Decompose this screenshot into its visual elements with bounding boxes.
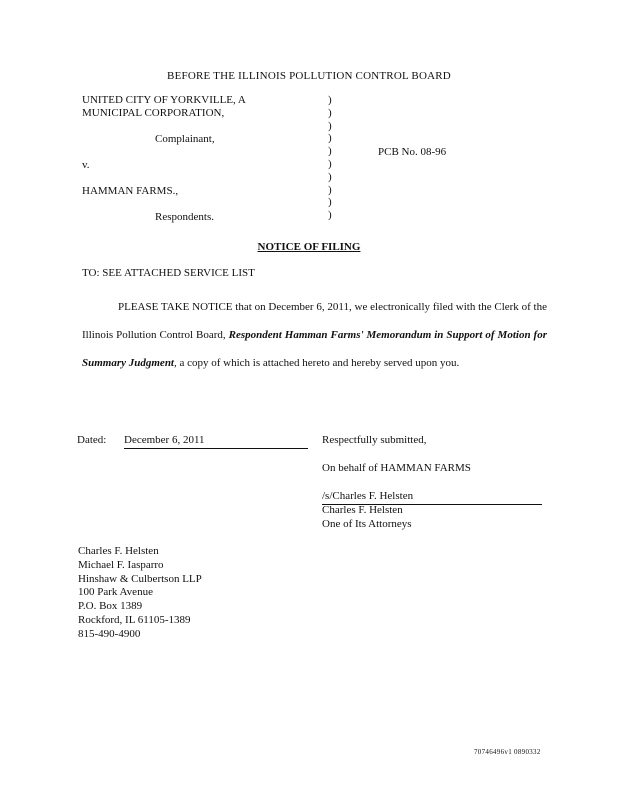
- address-line: Michael F. Iasparro: [78, 558, 164, 571]
- filed-document-name: Respondent Hamman Farms' Memorandum in Support of Motion for Summary Judgment: [82, 329, 547, 369]
- address-line: 100 Park Avenue: [78, 586, 153, 599]
- paren: ): [328, 106, 332, 119]
- paren: ): [328, 119, 332, 132]
- paren: ): [328, 145, 332, 158]
- signer-role: One of Its Attorneys: [322, 518, 412, 530]
- paren: ): [328, 170, 332, 183]
- body-text-part1: PLEASE TAKE NOTICE that on December 6, 2011, we electronically filed with the Clerk of the Illinois Pollution Control Board,: [82, 301, 547, 341]
- complainant-label: Complainant,: [155, 133, 215, 145]
- paren: ): [328, 196, 332, 209]
- on-behalf-line: On behalf of HAMMAN FARMS: [322, 462, 471, 474]
- address-line: Rockford, IL 61105-1389: [78, 613, 191, 626]
- address-line: Charles F. Helsten: [78, 545, 159, 557]
- address-line: Hinshaw & Culbertson LLP: [78, 572, 202, 585]
- notice-title: NOTICE OF FILING: [257, 241, 361, 253]
- address-line: 815-490-4900: [78, 627, 141, 640]
- signature-line: /s/Charles F. Helsten: [322, 490, 542, 505]
- dated-label: Dated:: [77, 434, 107, 446]
- notice-body: [82, 293, 547, 377]
- paren: ): [328, 132, 332, 145]
- paren: ): [328, 94, 332, 106]
- complainant-name-line2: MUNICIPAL CORPORATION,: [82, 107, 225, 119]
- caption-parentheses: [328, 94, 338, 222]
- respondent-name: HAMMAN FARMS.,: [82, 185, 179, 197]
- versus-label: v.: [82, 159, 90, 171]
- paren: ): [328, 157, 332, 170]
- case-caption: [82, 94, 246, 224]
- signer-name: Charles F. Helsten: [322, 504, 403, 516]
- attorney-address-block: [78, 545, 202, 642]
- dated-value: December 6, 2011: [124, 434, 308, 449]
- addressee-line: TO: SEE ATTACHED SERVICE LIST: [82, 267, 255, 279]
- paren: ): [328, 209, 332, 222]
- body-text-part2: , a copy of which is attached hereto and hereby served upon you.: [174, 357, 460, 369]
- respondents-label: Respondents.: [155, 211, 214, 223]
- paren: ): [328, 183, 332, 196]
- case-number: PCB No. 08-96: [378, 146, 447, 158]
- board-heading: BEFORE THE ILLINOIS POLLUTION CONTROL BOARD: [167, 70, 451, 82]
- complainant-name-line1: UNITED CITY OF YORKVILLE, A: [82, 94, 246, 106]
- closing-line: Respectfully submitted,: [322, 434, 427, 446]
- document-id-footer: 70746496v1 0890332: [474, 748, 541, 756]
- address-line: P.O. Box 1389: [78, 600, 143, 613]
